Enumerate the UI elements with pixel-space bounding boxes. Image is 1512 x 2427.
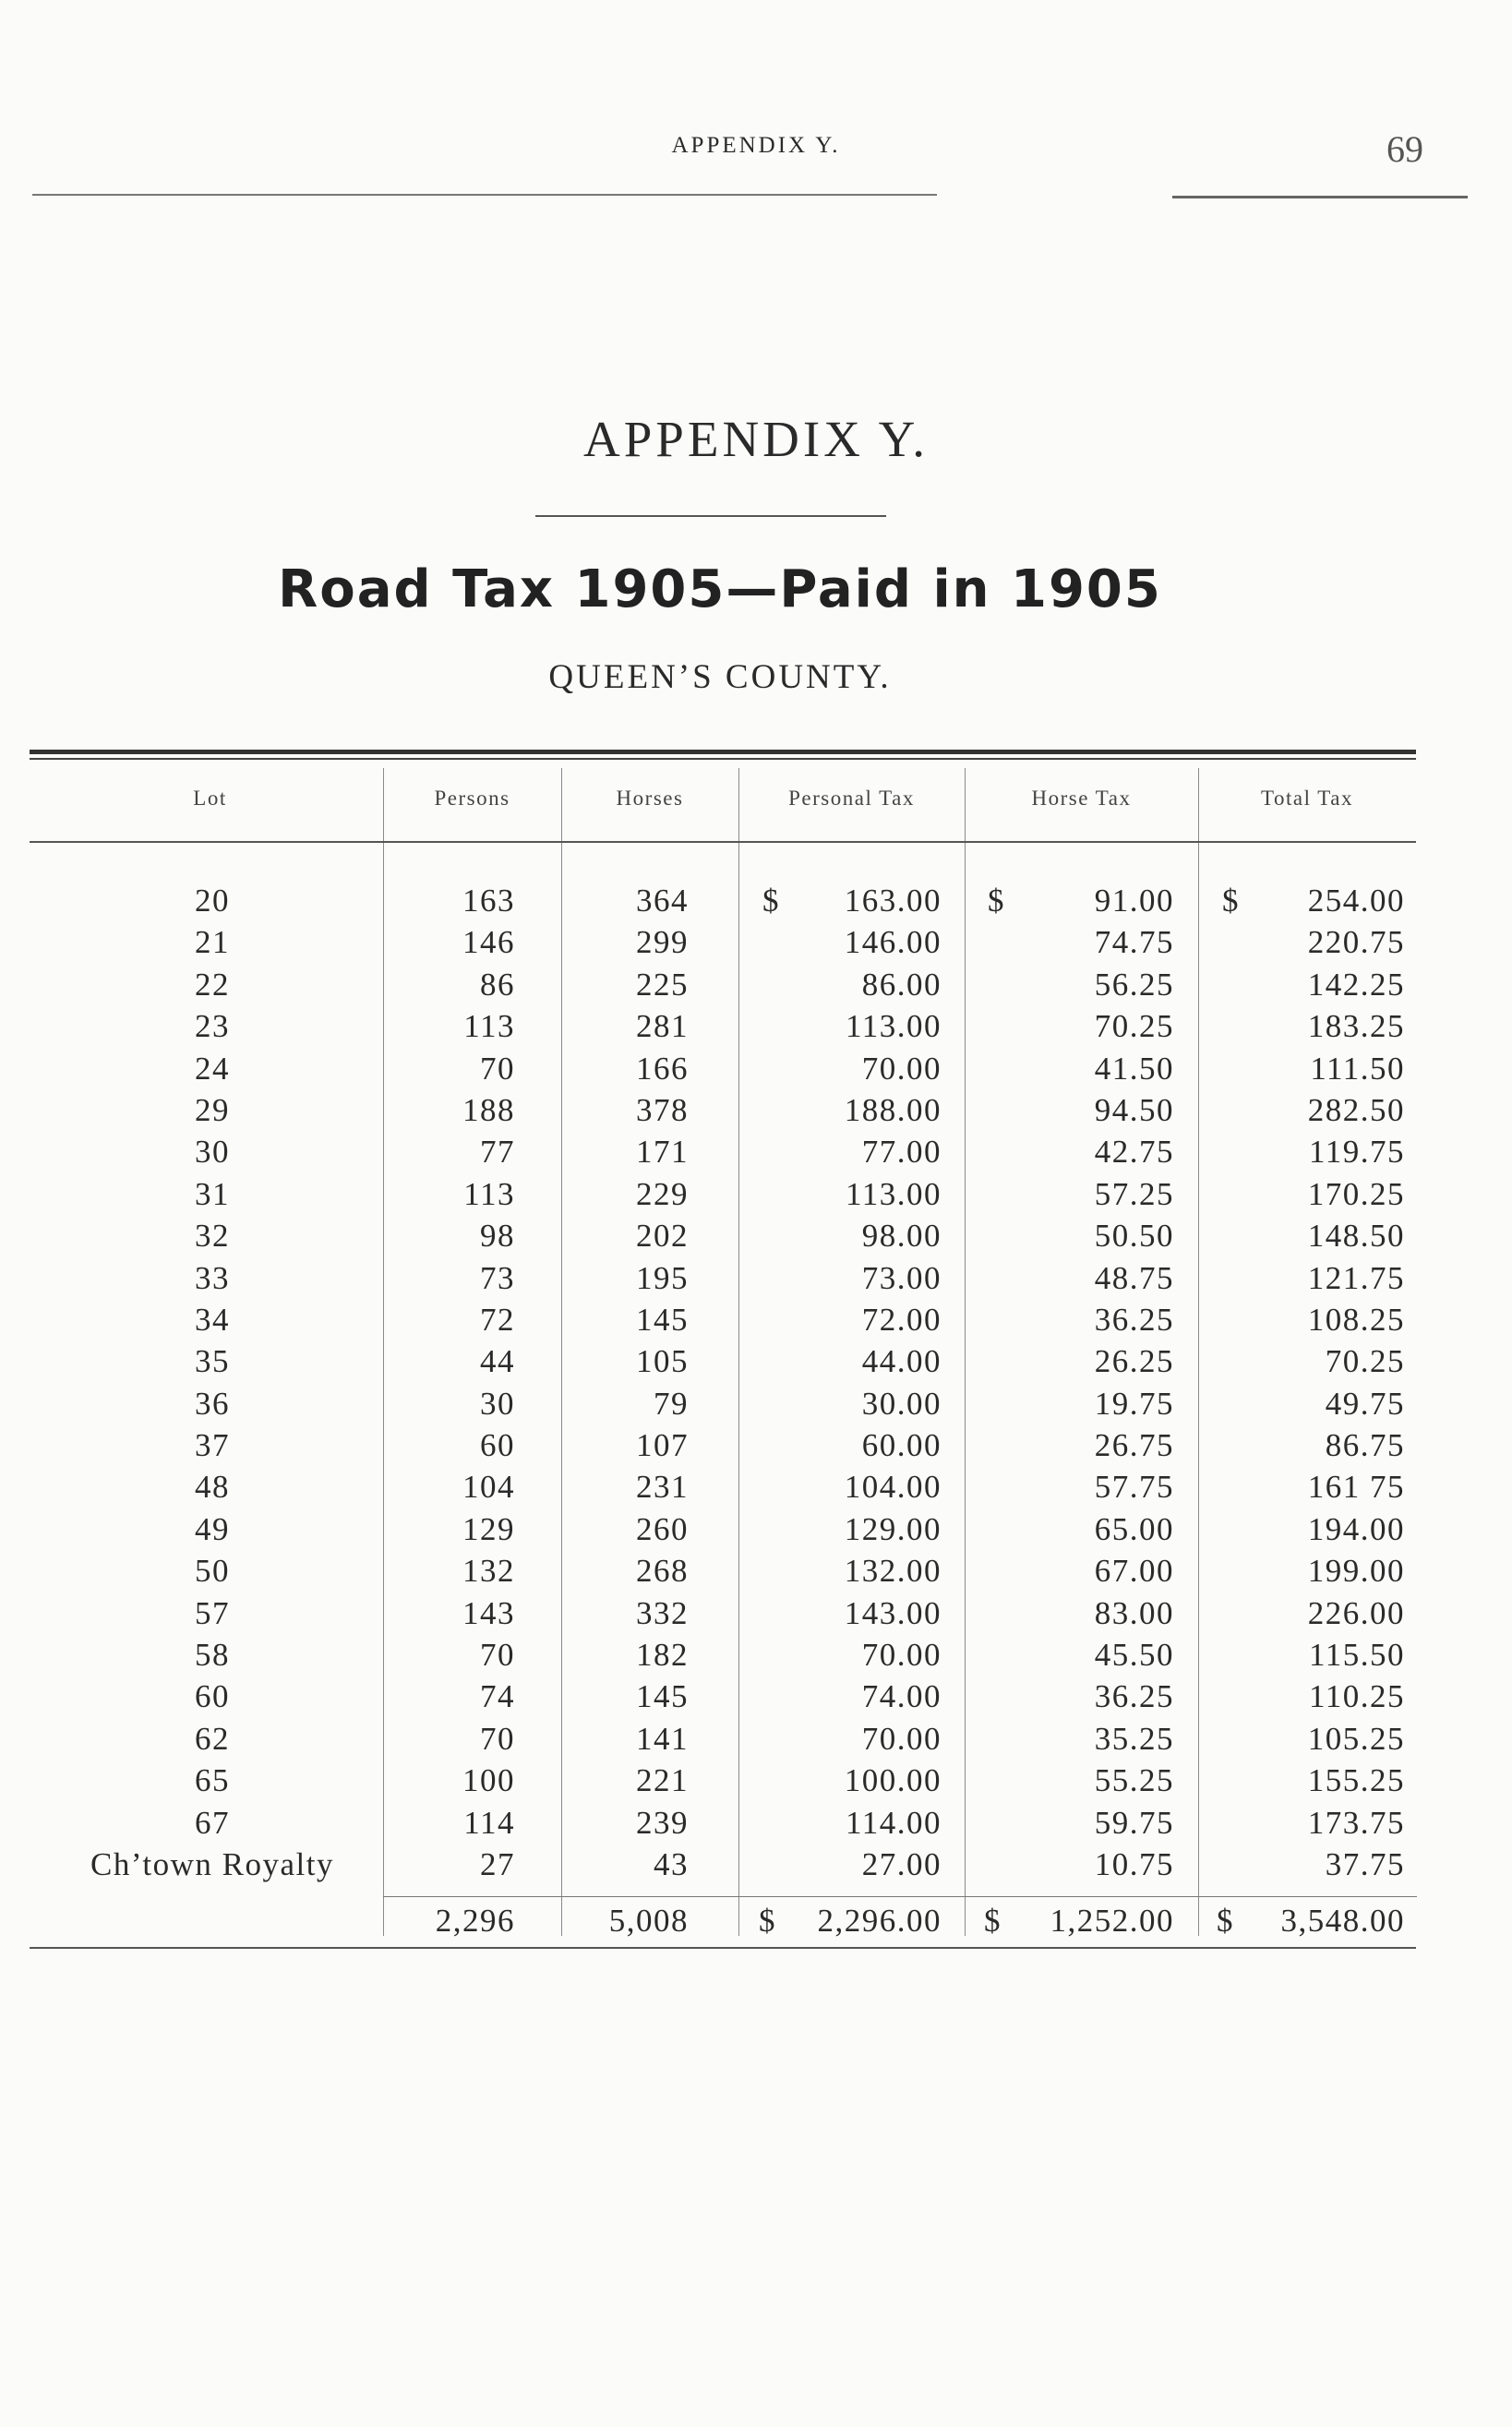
cell-horses: 202 [636, 1218, 689, 1255]
cell-total-tax: 173.75 [1307, 1804, 1405, 1841]
table-body [0, 880, 1512, 1885]
cell-horse-tax: 36.25 [1094, 1301, 1174, 1338]
cell-horses: 229 [636, 1175, 689, 1212]
cell-total-tax: 49.75 [1325, 1385, 1405, 1422]
cell-total-tax: 111.50 [1310, 1050, 1405, 1087]
table-row [0, 1005, 1512, 1047]
cell-lot: 67 [195, 1804, 230, 1841]
cell-personal-tax: 132.00 [844, 1553, 942, 1590]
cell-personal-tax: 113.00 [846, 1008, 942, 1045]
cell-lot: 30 [195, 1134, 230, 1171]
cell-horses: 260 [636, 1510, 689, 1547]
table-row [0, 1424, 1512, 1466]
header-personal-tax: Personal Tax [788, 787, 915, 810]
appendix-title: APPENDIX Y. [582, 411, 930, 467]
dollar-sign: $ [759, 1903, 776, 1939]
table-row [0, 1089, 1512, 1131]
cell-persons: 100 [462, 1762, 515, 1799]
cell-horses: 105 [636, 1343, 689, 1380]
cell-lot: 60 [195, 1678, 230, 1715]
cell-horse-tax: 91.00 [1094, 883, 1174, 919]
cell-personal-tax: 30.00 [861, 1385, 942, 1422]
table-row [0, 1215, 1512, 1256]
total-total-tax: 3,548.00 [1280, 1903, 1405, 1939]
title-divider [535, 515, 886, 517]
cell-persons: 163 [462, 883, 515, 919]
cell-total-tax: 254.00 [1307, 883, 1405, 919]
cell-total-tax: 148.50 [1307, 1218, 1405, 1255]
cell-persons: 104 [462, 1469, 515, 1506]
cell-persons: 30 [480, 1385, 515, 1422]
cell-persons: 113 [463, 1175, 515, 1212]
running-head: APPENDIX Y. [671, 133, 841, 158]
cell-lot: 48 [195, 1469, 230, 1506]
table-row [0, 1592, 1512, 1634]
cell-lot: 33 [195, 1259, 230, 1296]
cell-lot: 23 [195, 1008, 230, 1045]
cell-horses: 364 [636, 883, 689, 919]
table-row [0, 1508, 1512, 1550]
cell-persons: 98 [480, 1218, 515, 1255]
table-row [0, 1550, 1512, 1592]
cell-horses: 281 [636, 1008, 689, 1045]
page-title: Road Tax 1905—Paid in 1905 [278, 559, 1162, 619]
cell-lot: 21 [195, 924, 230, 961]
total-personal-tax: 2,296.00 [817, 1903, 942, 1939]
cell-persons: 143 [462, 1594, 515, 1631]
dollar-sign: $ [1222, 883, 1240, 919]
cell-horse-tax: 10.75 [1094, 1845, 1174, 1882]
cell-horse-tax: 50.50 [1094, 1218, 1174, 1255]
cell-total-tax: 119.75 [1309, 1134, 1405, 1171]
cell-horses: 171 [636, 1134, 689, 1171]
cell-horse-tax: 74.75 [1094, 924, 1174, 961]
cell-persons: 113 [463, 1008, 515, 1045]
cell-persons: 114 [463, 1804, 515, 1841]
table-row [0, 1340, 1512, 1382]
table-row [0, 880, 1512, 921]
cell-horses: 43 [654, 1845, 689, 1882]
cell-total-tax: 108.25 [1307, 1301, 1405, 1338]
totals-rule [383, 1896, 1417, 1897]
cell-horse-tax: 41.50 [1094, 1050, 1174, 1087]
cell-persons: 70 [480, 1720, 515, 1757]
cell-lot: Ch’town Royalty [90, 1845, 334, 1882]
cell-horses: 225 [636, 966, 689, 1003]
cell-horses: 166 [636, 1050, 689, 1087]
page-number: 69 [1386, 128, 1423, 170]
cell-personal-tax: 163.00 [844, 883, 942, 919]
cell-persons: 146 [462, 924, 515, 961]
header-rule [32, 194, 937, 196]
table-row [0, 964, 1512, 1005]
cell-persons: 70 [480, 1050, 515, 1087]
cell-lot: 35 [195, 1343, 230, 1380]
cell-persons: 44 [480, 1343, 515, 1380]
dollar-sign: $ [762, 883, 780, 919]
table-row [0, 1676, 1512, 1717]
cell-horses: 107 [636, 1427, 689, 1464]
cell-horse-tax: 48.75 [1094, 1259, 1174, 1296]
cell-total-tax: 155.25 [1307, 1762, 1405, 1799]
cell-personal-tax: 113.00 [846, 1175, 942, 1212]
cell-lot: 32 [195, 1218, 230, 1255]
cell-personal-tax: 70.00 [861, 1050, 942, 1087]
cell-lot: 65 [195, 1762, 230, 1799]
cell-horses: 299 [636, 924, 689, 961]
cell-total-tax: 183.25 [1307, 1008, 1405, 1045]
cell-personal-tax: 70.00 [861, 1637, 942, 1674]
cell-lot: 34 [195, 1301, 230, 1338]
table-row [0, 1760, 1512, 1801]
cell-lot: 49 [195, 1510, 230, 1547]
cell-horse-tax: 70.25 [1094, 1008, 1174, 1045]
cell-total-tax: 70.25 [1325, 1343, 1405, 1380]
cell-lot: 29 [195, 1091, 230, 1128]
cell-horses: 332 [636, 1594, 689, 1631]
table-row [0, 1131, 1512, 1172]
cell-lot: 31 [195, 1175, 230, 1212]
cell-horse-tax: 55.25 [1094, 1762, 1174, 1799]
table-row [0, 1718, 1512, 1760]
cell-persons: 72 [480, 1301, 515, 1338]
header-lot: Lot [193, 787, 227, 810]
cell-horses: 141 [636, 1720, 689, 1757]
cell-horse-tax: 45.50 [1094, 1637, 1174, 1674]
cell-total-tax: 282.50 [1307, 1091, 1405, 1128]
cell-horse-tax: 57.75 [1094, 1469, 1174, 1506]
cell-personal-tax: 27.00 [861, 1845, 942, 1882]
cell-horse-tax: 26.25 [1094, 1343, 1174, 1380]
dollar-sign: $ [988, 883, 1005, 919]
cell-horse-tax: 26.75 [1094, 1427, 1174, 1464]
cell-horses: 145 [636, 1678, 689, 1715]
cell-horse-tax: 36.25 [1094, 1678, 1174, 1715]
cell-horses: 378 [636, 1091, 689, 1128]
cell-lot: 62 [195, 1720, 230, 1757]
total-persons: 2,296 [435, 1903, 515, 1939]
table-row [0, 921, 1512, 963]
cell-horses: 221 [636, 1762, 689, 1799]
cell-persons: 74 [480, 1678, 515, 1715]
cell-horse-tax: 65.00 [1094, 1510, 1174, 1547]
cell-personal-tax: 86.00 [861, 966, 942, 1003]
header-horses: Horses [616, 787, 684, 810]
cell-horses: 145 [636, 1301, 689, 1338]
cell-persons: 129 [462, 1510, 515, 1547]
cell-total-tax: 170.25 [1307, 1175, 1405, 1212]
cell-personal-tax: 188.00 [844, 1091, 942, 1128]
cell-personal-tax: 143.00 [844, 1594, 942, 1631]
cell-personal-tax: 114.00 [846, 1804, 942, 1841]
cell-horse-tax: 59.75 [1094, 1804, 1174, 1841]
cell-horse-tax: 83.00 [1094, 1594, 1174, 1631]
cell-total-tax: 121.75 [1307, 1259, 1405, 1296]
table-row [0, 1466, 1512, 1508]
county-subtitle: QUEEN’S COUNTY. [548, 658, 892, 696]
table-bottom-rule [30, 1947, 1416, 1949]
cell-total-tax: 194.00 [1307, 1510, 1405, 1547]
table-row [0, 1048, 1512, 1089]
table-row [0, 1299, 1512, 1340]
cell-personal-tax: 72.00 [861, 1301, 942, 1338]
cell-horses: 182 [636, 1637, 689, 1674]
cell-total-tax: 105.25 [1307, 1720, 1405, 1757]
cell-personal-tax: 129.00 [844, 1510, 942, 1547]
cell-personal-tax: 98.00 [861, 1218, 942, 1255]
cell-personal-tax: 60.00 [861, 1427, 942, 1464]
cell-horse-tax: 56.25 [1094, 966, 1174, 1003]
cell-horse-tax: 67.00 [1094, 1553, 1174, 1590]
cell-horse-tax: 57.25 [1094, 1175, 1174, 1212]
cell-persons: 73 [480, 1259, 515, 1296]
cell-horse-tax: 19.75 [1094, 1385, 1174, 1422]
cell-horses: 195 [636, 1259, 689, 1296]
totals-row [0, 1900, 1512, 1942]
header-rule-bottom [30, 841, 1416, 843]
cell-total-tax: 161 75 [1307, 1469, 1405, 1506]
cell-personal-tax: 70.00 [861, 1720, 942, 1757]
cell-persons: 70 [480, 1637, 515, 1674]
cell-persons: 132 [462, 1553, 515, 1590]
total-horse-tax: 1,252.00 [1050, 1903, 1174, 1939]
header-persons: Persons [434, 787, 510, 810]
table-row [0, 1383, 1512, 1424]
table-row [0, 1844, 1512, 1885]
cell-horse-tax: 42.75 [1094, 1134, 1174, 1171]
cell-personal-tax: 100.00 [844, 1762, 942, 1799]
table-row [0, 1802, 1512, 1844]
cell-lot: 58 [195, 1637, 230, 1674]
dollar-sign: $ [984, 1903, 1002, 1939]
cell-personal-tax: 73.00 [861, 1259, 942, 1296]
cell-personal-tax: 44.00 [861, 1343, 942, 1380]
cell-total-tax: 220.75 [1307, 924, 1405, 961]
table-row [0, 1634, 1512, 1676]
header-rule-right [1172, 196, 1468, 198]
cell-total-tax: 110.25 [1309, 1678, 1405, 1715]
cell-lot: 37 [195, 1427, 230, 1464]
cell-horses: 79 [654, 1385, 689, 1422]
cell-total-tax: 199.00 [1307, 1553, 1405, 1590]
cell-lot: 36 [195, 1385, 230, 1422]
cell-total-tax: 37.75 [1325, 1845, 1405, 1882]
cell-personal-tax: 146.00 [844, 924, 942, 961]
table-top-rule-thin [30, 758, 1416, 760]
cell-total-tax: 226.00 [1307, 1594, 1405, 1631]
cell-total-tax: 86.75 [1325, 1427, 1405, 1464]
cell-lot: 24 [195, 1050, 230, 1087]
cell-horses: 239 [636, 1804, 689, 1841]
cell-personal-tax: 74.00 [861, 1678, 942, 1715]
cell-total-tax: 142.25 [1307, 966, 1405, 1003]
table-row [0, 1173, 1512, 1215]
cell-lot: 50 [195, 1553, 230, 1590]
cell-lot: 20 [195, 883, 230, 919]
cell-lot: 57 [195, 1594, 230, 1631]
cell-personal-tax: 77.00 [861, 1134, 942, 1171]
cell-persons: 188 [462, 1091, 515, 1128]
cell-persons: 86 [480, 966, 515, 1003]
cell-horse-tax: 35.25 [1094, 1720, 1174, 1757]
cell-persons: 77 [480, 1134, 515, 1171]
cell-horse-tax: 94.50 [1094, 1091, 1174, 1128]
cell-persons: 60 [480, 1427, 515, 1464]
cell-total-tax: 115.50 [1309, 1637, 1405, 1674]
cell-horses: 231 [636, 1469, 689, 1506]
cell-horses: 268 [636, 1553, 689, 1590]
cell-personal-tax: 104.00 [844, 1469, 942, 1506]
cell-persons: 27 [480, 1845, 515, 1882]
total-horses: 5,008 [608, 1903, 689, 1939]
header-horse-tax: Horse Tax [1031, 787, 1132, 810]
dollar-sign: $ [1217, 1903, 1234, 1939]
cell-lot: 22 [195, 966, 230, 1003]
table-row [0, 1257, 1512, 1299]
header-total-tax: Total Tax [1261, 787, 1353, 810]
table-top-rule [30, 750, 1416, 754]
